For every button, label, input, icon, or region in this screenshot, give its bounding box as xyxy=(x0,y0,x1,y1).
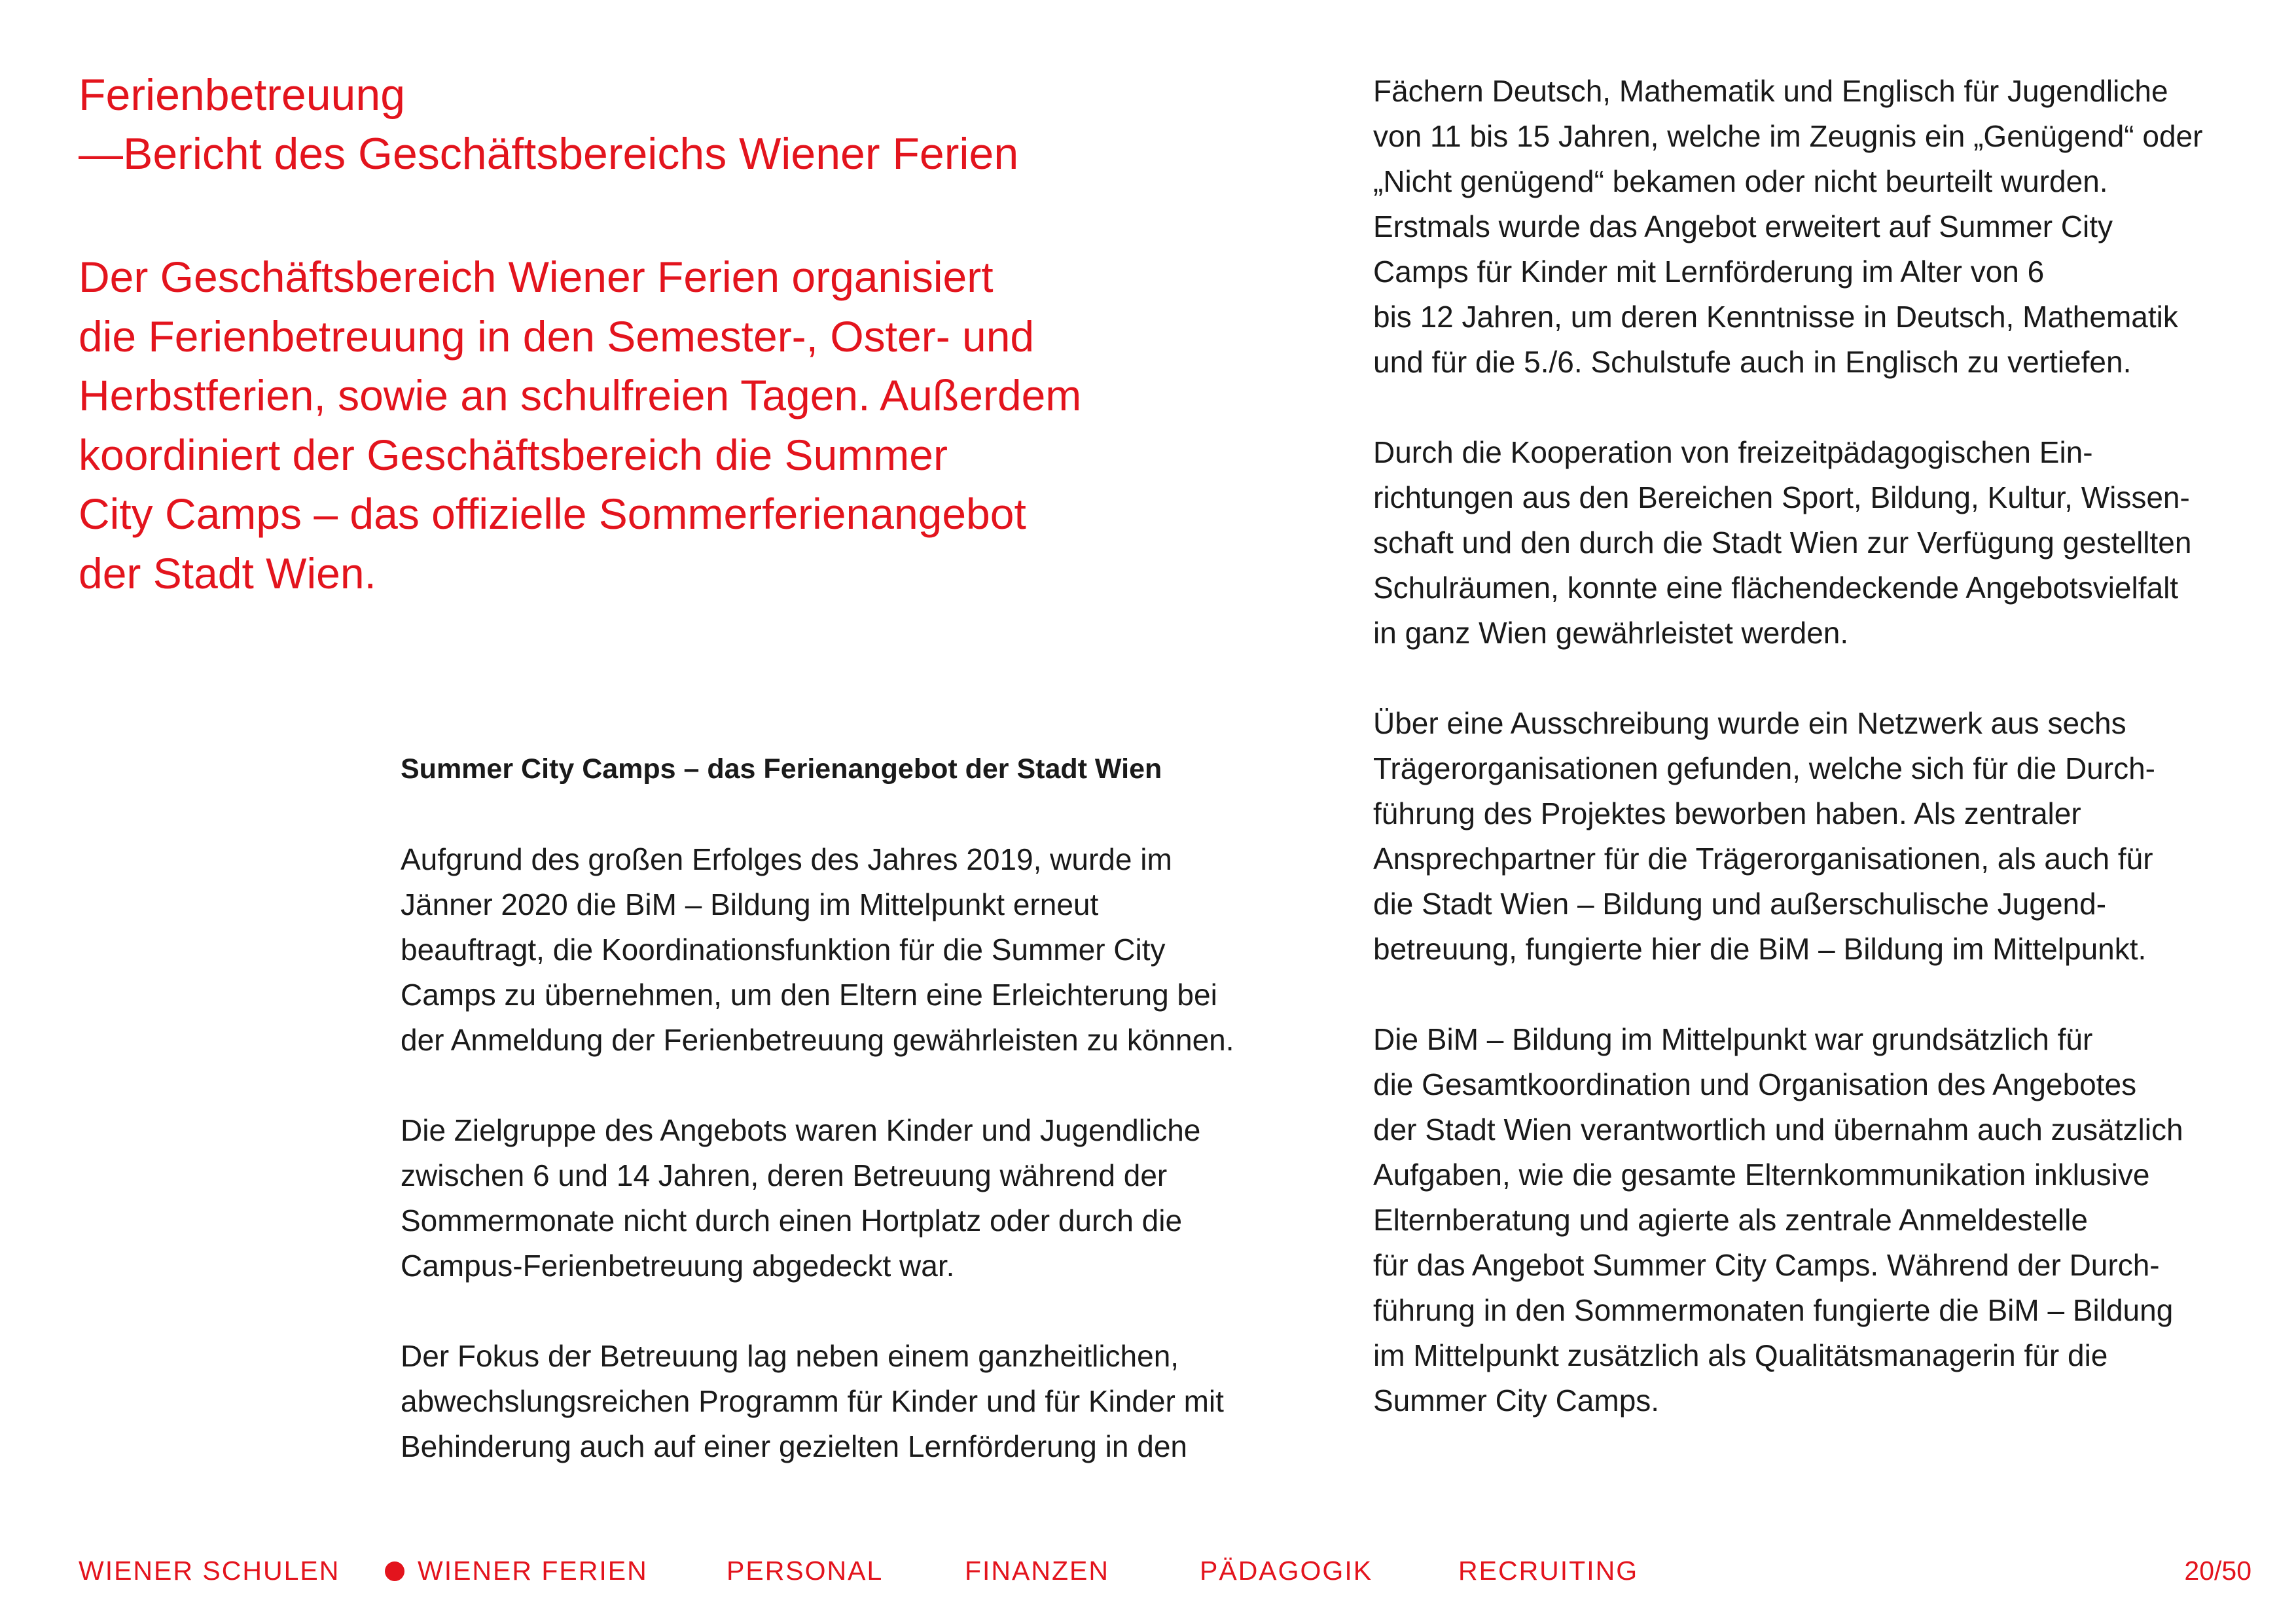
body-line: die Gesamtkoordination und Organisation des Angebotes xyxy=(1373,1067,2137,1101)
page-title: Ferienbetreuung xyxy=(79,70,406,120)
body-line: Camps zu übernehmen, um den Eltern eine Erleichterung bei xyxy=(401,978,1217,1012)
nav-item-wiener-ferien[interactable]: WIENER FERIEN xyxy=(418,1556,648,1586)
body-line: Über eine Ausschreibung wurde ein Netzwerk aus sechs xyxy=(1373,706,2126,740)
body-line: Erstmals wurde das Angebot erweitert auf Summer City xyxy=(1373,209,2113,243)
body-line: beauftragt, die Koordinationsfunktion für die Summer City xyxy=(401,933,1166,967)
body-line: die Stadt Wien – Bildung und außerschulische Jugend- xyxy=(1373,887,2107,921)
body-line: für das Angebot Summer City Camps. Während der Durch- xyxy=(1373,1248,2160,1282)
body-line: schaft und den durch die Stadt Wien zur Verfügung gestellten xyxy=(1373,526,2192,560)
intro-line: die Ferienbetreuung in den Semester-, Oster- und xyxy=(79,312,1035,361)
body-line: Campus-Ferienbetreuung abgedeckt war. xyxy=(401,1249,955,1283)
nav-item-wiener-schulen[interactable]: WIENER SCHULEN xyxy=(79,1556,340,1586)
body-paragraph xyxy=(1373,701,2237,972)
right-body-column xyxy=(1373,69,2237,1469)
page-number: 20/50 xyxy=(2184,1556,2251,1586)
nav-item-recruiting[interactable]: RECRUITING xyxy=(1458,1556,1639,1586)
section-title: Summer City Camps – das Ferienangebot der Stadt Wien xyxy=(401,753,1162,785)
body-line: führung des Projektes beworben haben. Als zentraler xyxy=(1373,796,2081,830)
intro-line: koordiniert der Geschäftsbereich die Summer xyxy=(79,430,948,479)
body-line: Behinderung auch auf einer gezielten Lernförderung in den xyxy=(401,1429,1187,1463)
body-line: Jänner 2020 die BiM – Bildung im Mittelpunkt erneut xyxy=(401,887,1099,921)
active-indicator-dot-icon xyxy=(385,1561,404,1581)
intro-line: City Camps – das offizielle Sommerferienangebot xyxy=(79,490,1026,538)
nav-item-paedagogik[interactable]: PÄDAGOGIK xyxy=(1200,1556,1373,1586)
body-line: von 11 bis 15 Jahren, welche im Zeugnis ein „Genügend“ oder xyxy=(1373,119,2203,153)
body-line: in ganz Wien gewährleistet werden. xyxy=(1373,616,1849,650)
body-line: „Nicht genügend“ bekamen oder nicht beurteilt wurden. xyxy=(1373,164,2108,198)
body-paragraph xyxy=(1373,1017,2237,1423)
body-line: Die BiM – Bildung im Mittelpunkt war grundsätzlich für xyxy=(1373,1022,2093,1056)
body-line: Fächern Deutsch, Mathematik und Englisch für Jugendliche xyxy=(1373,74,2168,108)
body-line: und für die 5./6. Schulstufe auch in Englisch zu vertiefen. xyxy=(1373,345,2132,379)
body-line: der Anmeldung der Ferienbetreuung gewährleisten zu können. xyxy=(401,1023,1234,1057)
body-line: Schulräumen, konnte eine flächendeckende Angebotsvielfalt xyxy=(1373,571,2179,605)
body-paragraph xyxy=(401,1334,1304,1469)
footer-nav xyxy=(79,1550,2251,1592)
intro-line: der Stadt Wien. xyxy=(79,548,376,597)
intro-line: Herbstferien, sowie an schulfreien Tagen. Außerdem xyxy=(79,371,1082,419)
body-line: Trägerorganisationen gefunden, welche sich für die Durch- xyxy=(1373,751,2155,785)
body-line: Camps für Kinder mit Lernförderung im Alter von 6 xyxy=(1373,255,2045,289)
body-line: Sommermonate nicht durch einen Hortplatz oder durch die xyxy=(401,1204,1183,1238)
body-line: Aufgaben, wie die gesamte Elternkommunikation inklusive xyxy=(1373,1158,2150,1192)
body-line: Aufgrund des großen Erfolges des Jahres 2019, wurde im xyxy=(401,842,1172,876)
body-line: im Mittelpunkt zusätzlich als Qualitätsmanagerin für die xyxy=(1373,1338,2108,1372)
body-line: Elternberatung und agierte als zentrale Anmeldestelle xyxy=(1373,1203,2088,1237)
body-paragraph xyxy=(401,837,1304,1063)
intro-paragraph xyxy=(79,247,1165,603)
body-line: abwechslungsreichen Programm für Kinder und für Kinder mit xyxy=(401,1384,1224,1418)
body-line: führung in den Sommermonaten fungierte die BiM – Bildung xyxy=(1373,1293,2174,1327)
left-body-column xyxy=(401,746,1304,1514)
body-paragraph xyxy=(401,1108,1304,1289)
body-line: Die Zielgruppe des Angebots waren Kinder und Jugendliche xyxy=(401,1113,1201,1147)
body-line: betreuung, fungierte hier die BiM – Bildung im Mittelpunkt. xyxy=(1373,932,2147,966)
page-subtitle: —Bericht des Geschäftsbereichs Wiener Ferien xyxy=(79,129,1019,179)
body-line: richtungen aus den Bereichen Sport, Bildung, Kultur, Wissen- xyxy=(1373,480,2190,514)
nav-item-finanzen[interactable]: FINANZEN xyxy=(965,1556,1109,1586)
body-line: zwischen 6 und 14 Jahren, deren Betreuung während der xyxy=(401,1158,1168,1192)
page-header xyxy=(79,65,1191,183)
intro-line: Der Geschäftsbereich Wiener Ferien organisiert xyxy=(79,253,994,301)
body-paragraph xyxy=(1373,430,2237,656)
body-line: Der Fokus der Betreuung lag neben einem ganzheitlichen, xyxy=(401,1339,1179,1373)
body-line: Durch die Kooperation von freizeitpädagogischen Ein- xyxy=(1373,435,2093,469)
body-line: der Stadt Wien verantwortlich und übernahm auch zusätzlich xyxy=(1373,1113,2183,1147)
body-line: Ansprechpartner für die Trägerorganisationen, als auch für xyxy=(1373,842,2153,876)
body-line: Summer City Camps. xyxy=(1373,1383,1660,1418)
body-line: bis 12 Jahren, um deren Kenntnisse in Deutsch, Mathematik xyxy=(1373,300,2178,334)
nav-item-personal[interactable]: PERSONAL xyxy=(726,1556,884,1586)
body-paragraph xyxy=(1373,69,2237,385)
